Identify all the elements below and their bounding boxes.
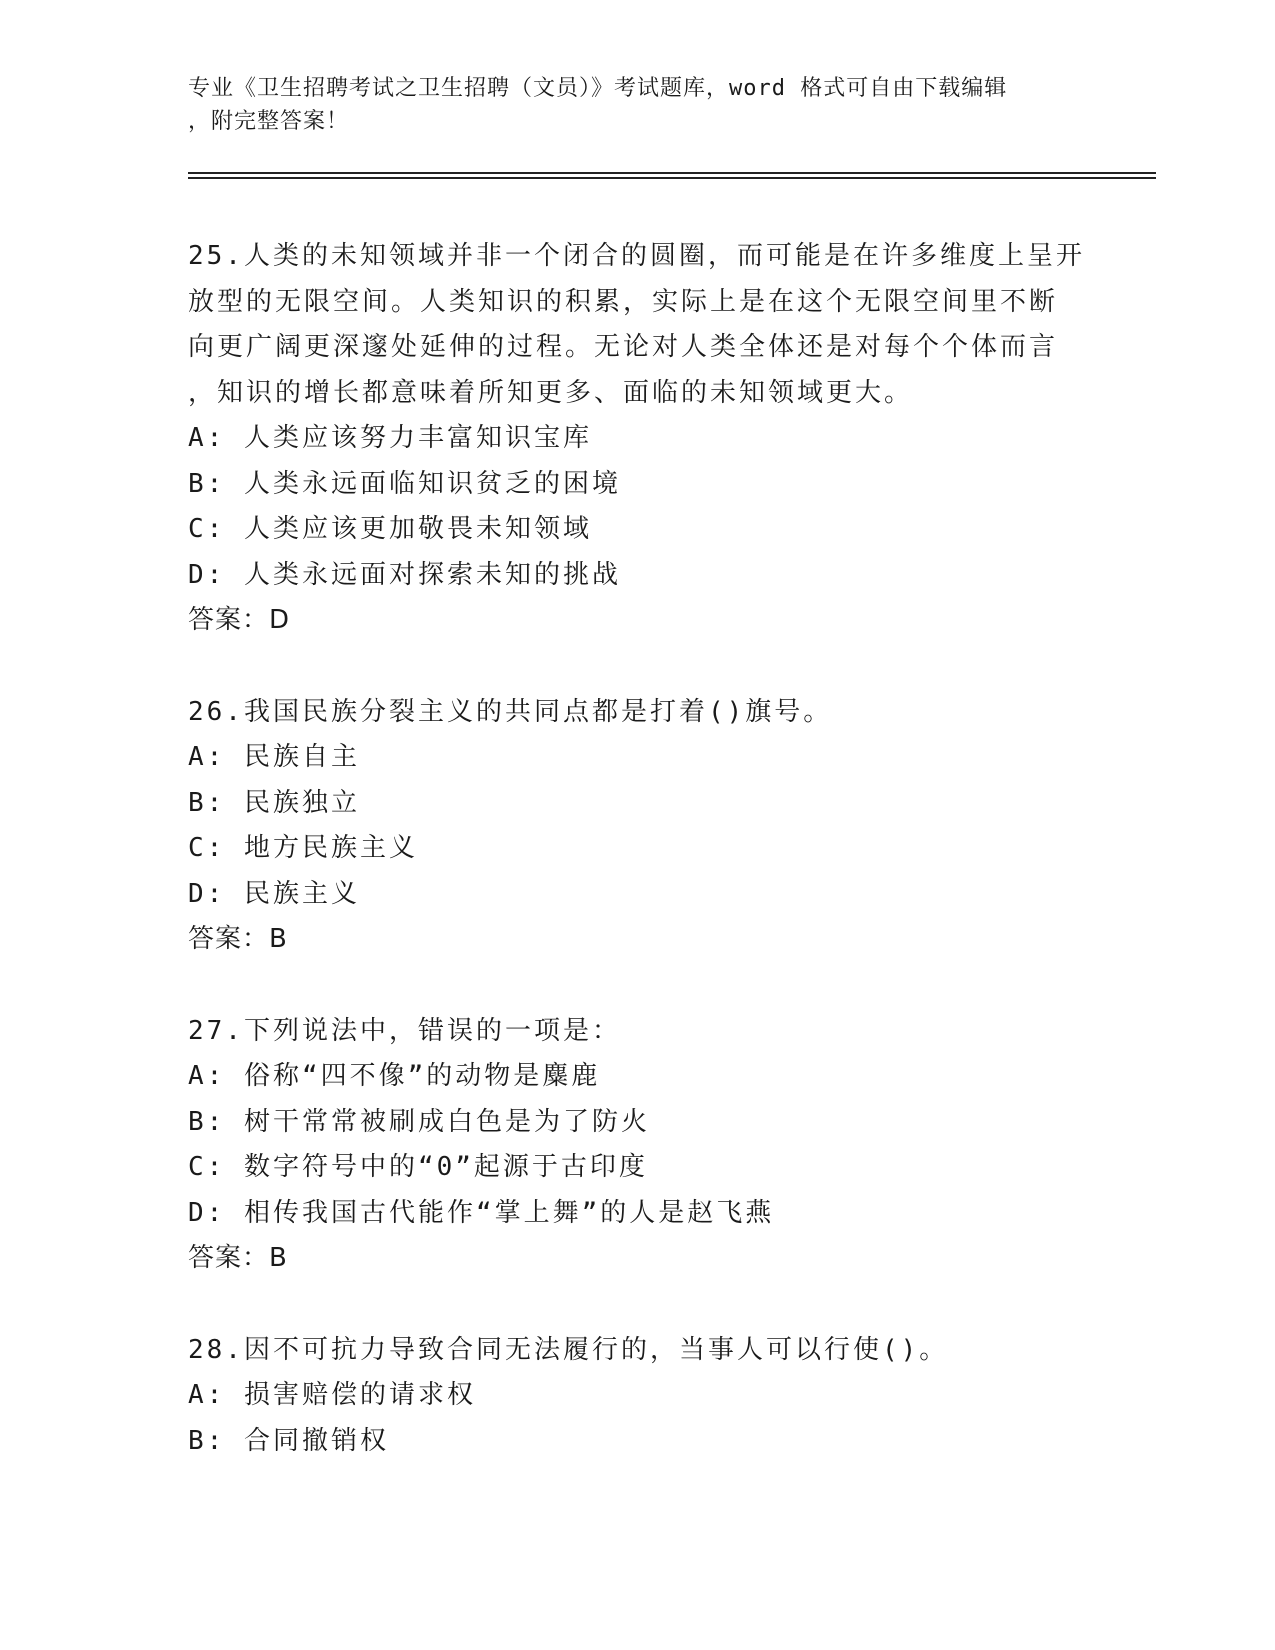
option-a: A: 民族自主 [188,742,360,772]
question-stem-line: 25.人类的未知领域并非一个闭合的圆圈，而可能是在许多维度上呈开 [188,241,1085,271]
option-c: C: 数字符号中的“0”起源于古印度 [188,1152,648,1182]
option-b: B: 树干常常被刷成白色是为了防火 [188,1106,650,1137]
option-b: B: 人类永远面临知识贫乏的困境 [188,468,621,499]
question-26 [188,690,1088,963]
question-list [188,234,1088,1464]
option-b: B: 民族独立 [188,787,360,818]
question-stem-line: 28.因不可抗力导致合同无法履行的，当事人可以行使()。 [188,1334,949,1365]
option-c: C: 人类应该更加敬畏未知领域 [188,514,592,544]
question-spacer [188,1282,1088,1328]
option-d: D: 人类永远面对探索未知的挑战 [188,559,621,590]
answer-line: 答案：B [188,1243,288,1273]
option-a: A: 损害赔偿的请求权 [188,1380,476,1410]
option-c: C: 地方民族主义 [188,833,418,863]
question-stem-line: 放型的无限空间。人类知识的积累，实际上是在这个无限空间里不断 [188,286,1059,317]
option-a: A: 俗称“四不像”的动物是麋鹿 [188,1061,601,1091]
option-a: A: 人类应该努力丰富知识宝库 [188,423,592,453]
header-line-1: 专业《卫生招聘考试之卫生招聘（文员）》考试题库，word 格式可自由下载编辑 [188,76,1008,101]
option-d: D: 相传我国古代能作“掌上舞”的人是赵飞燕 [188,1197,775,1228]
question-spacer [188,963,1088,1009]
answer-line: 答案：B [188,924,288,954]
question-27 [188,1009,1088,1282]
option-d: D: 民族主义 [188,878,360,909]
header-line-2: ，附完整答案！ [188,109,350,134]
question-stem-line: ，知识的增长都意味着所知更多、面临的未知领域更大。 [188,377,914,408]
document-header [188,72,1088,138]
header-divider-bottom [188,177,1156,179]
question-stem-line: 27.下列说法中，错误的一项是： [188,1015,621,1046]
question-spacer [188,644,1088,690]
question-stem-line: 向更广阔更深邃处延伸的过程。无论对人类全体还是对每个个体而言 [188,332,1059,362]
answer-line: 答案：D [188,605,291,635]
question-stem-line: 26.我国民族分裂主义的共同点都是打着()旗号。 [188,696,833,727]
question-28 [188,1328,1088,1465]
option-b: B: 合同撤销权 [188,1425,389,1456]
question-25 [188,234,1088,644]
header-divider-top [188,172,1156,174]
